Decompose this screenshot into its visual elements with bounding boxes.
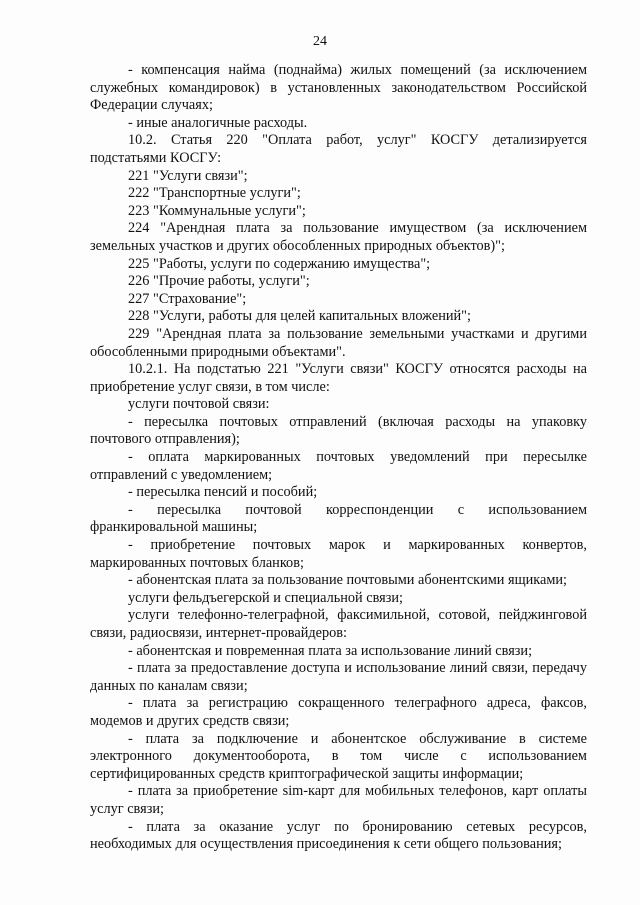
paragraph: - пересылка почтовой корреспонденции с использованием франкировальной машины; bbox=[90, 501, 587, 536]
paragraph: 10.2.1. На подстатью 221 "Услуги связи" КОСГУ относятся расходы на приобретение услуг связи, в том числе: bbox=[90, 361, 587, 395]
document-body bbox=[90, 62, 587, 854]
paragraph: - плата за подключение и абонентское обслуживание в системе электронного документооборота, в том числе с использованием сертифицированных средств криптографической защиты информации; bbox=[90, 730, 587, 782]
paragraph: - абонентская и повременная плата за использование линий связи; bbox=[128, 642, 533, 659]
paragraph: 221 "Услуги связи"; bbox=[128, 167, 248, 184]
paragraph: 223 "Коммунальные услуги"; bbox=[128, 202, 306, 219]
paragraph: услуги телефонно-телеграфной, факсимильной, сотовой, пейджинговой связи, радиосвязи, интернет-провайдеров: bbox=[90, 607, 587, 641]
paragraph: - приобретение почтовых марок и маркированных конвертов, маркированных почтовых бланков; bbox=[90, 537, 587, 571]
paragraph: - пересылка почтовых отправлений (включая расходы на упаковку почтового отправления); bbox=[90, 413, 587, 448]
paragraph: - плата за регистрацию сокращенного телеграфного адреса, факсов, модемов и других средств связи; bbox=[90, 695, 587, 729]
paragraph: услуги фельдъегерской и специальной связи; bbox=[128, 589, 404, 606]
paragraph: 229 "Арендная плата за пользование земельными участками и другими обособленными природными объектами". bbox=[90, 325, 587, 360]
paragraph: - плата за приобретение sim-карт для мобильных телефонов, карт оплаты услуг связи; bbox=[90, 783, 587, 817]
paragraph: - плата за предоставление доступа и использование линий связи, передачу данных по каналам связи; bbox=[90, 660, 587, 694]
paragraph: 10.2. Статья 220 "Оплата работ, услуг" КОСГУ детализируется подстатьями КОСГУ: bbox=[90, 132, 587, 166]
paragraph: - плата за оказание услуг по бронированию сетевых ресурсов, необходимых для осуществления присоединения к сети общего пользования; bbox=[90, 818, 587, 853]
paragraph: - абонентская плата за пользование почтовыми абонентскими ящиками; bbox=[128, 572, 568, 589]
paragraph: - иные аналогичные расходы. bbox=[128, 114, 308, 131]
page-number: 24 bbox=[313, 34, 327, 49]
paragraph: 226 "Прочие работы, услуги"; bbox=[128, 273, 310, 290]
paragraph: - оплата маркированных почтовых уведомлений при пересылке отправлений с уведомлением; bbox=[90, 449, 587, 483]
paragraph: услуги почтовой связи: bbox=[128, 396, 270, 413]
paragraph: 224 "Арендная плата за пользование имуществом (за исключением земельных участков и других обособленных природных объектов)"; bbox=[90, 220, 587, 254]
paragraph: - пересылка пенсий и пособий; bbox=[128, 484, 318, 501]
paragraph: 222 "Транспортные услуги"; bbox=[128, 185, 301, 202]
paragraph: 227 "Страхование"; bbox=[128, 290, 247, 307]
paragraph: 225 "Работы, услуги по содержанию имущества"; bbox=[128, 255, 431, 272]
paragraph: - компенсация найма (поднайма) жилых помещений (за исключением служебных командировок) в установленных законодательством Российской Федерации случаях; bbox=[90, 62, 587, 114]
paragraph: 228 "Услуги, работы для целей капитальных вложений"; bbox=[128, 308, 471, 325]
